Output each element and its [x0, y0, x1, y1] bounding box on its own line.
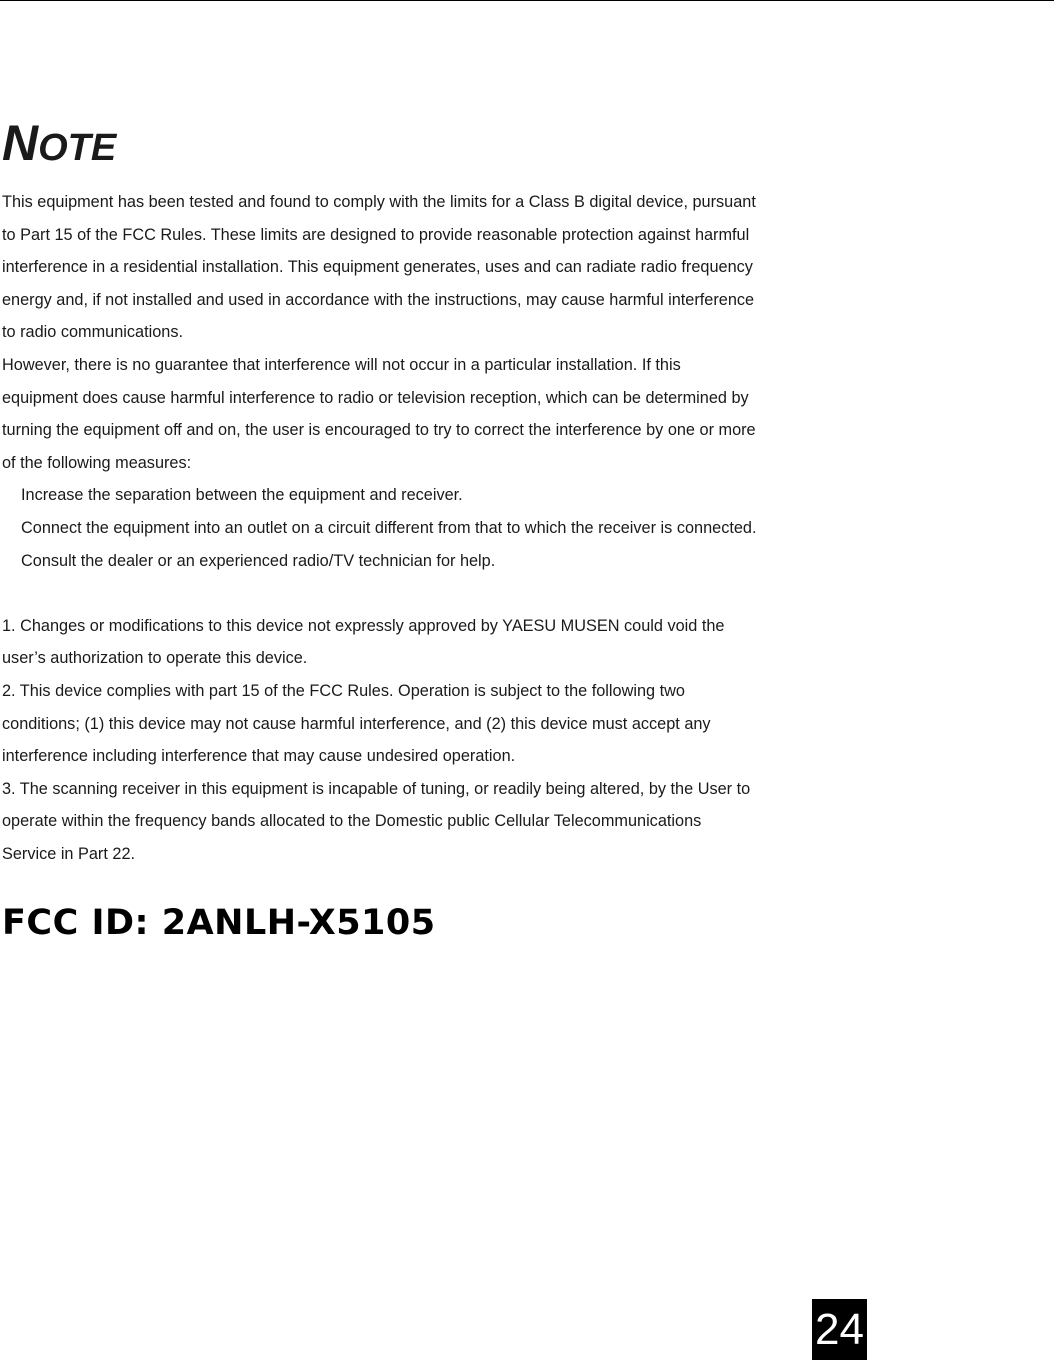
measure-item: Increase the separation between the equipment and receiver. — [21, 486, 463, 505]
measure-item: Consult the dealer or an experienced radio/TV technician for help. — [21, 551, 496, 570]
note-heading-initial: N — [2, 115, 39, 171]
intro-line: However, there is no guarantee that interference will not occur in a particular installation. If this — [2, 355, 681, 374]
numbered-line: user’s authorization to operate this device. — [2, 649, 308, 668]
numbered-line: 2. This device complies with part 15 of the FCC Rules. Operation is subject to the following two — [2, 681, 685, 700]
intro-line: to radio communications. — [2, 323, 183, 342]
fcc-id-label: FCC ID: 2ANLH-X5105 — [2, 903, 436, 944]
intro-line: energy and, if not installed and used in accordance with the instructions, may cause harmful interference — [2, 290, 755, 309]
note-heading-rest: OTE — [38, 127, 117, 169]
numbered-line: interference including interference that may cause undesired operation. — [2, 747, 516, 766]
numbered-line: Service in Part 22. — [2, 844, 136, 863]
intro-text — [2, 186, 882, 479]
top-rule — [0, 0, 1054, 1]
measure-item: Connect the equipment into an outlet on a circuit different from that to which the receiver is connected. — [21, 518, 757, 537]
numbered-line: conditions; (1) this device may not cause harmful interference, and (2) this device must accept any — [2, 714, 711, 733]
intro-line: This equipment has been tested and found to comply with the limits for a Class B digital device, pursuant — [2, 193, 756, 211]
intro-line: of the following measures: — [2, 453, 192, 472]
note-heading — [2, 115, 882, 171]
numbered-line: operate within the frequency bands allocated to the Domestic public Cellular Telecommunications — [2, 812, 702, 831]
measures-list — [2, 479, 882, 577]
intro-line: to Part 15 of the FCC Rules. These limits are designed to provide reasonable protection against harmful — [2, 225, 750, 244]
numbered-conditions — [2, 610, 882, 871]
note-section — [2, 115, 882, 944]
intro-line: turning the equipment off and on, the user is encouraged to try to correct the interference by one or more — [2, 421, 756, 440]
intro-line: interference in a residential installation. This equipment generates, uses and can radiate radio frequency — [2, 258, 753, 277]
intro-line: equipment does cause harmful interference to radio or television reception, which can be determined by — [2, 388, 749, 407]
spacer — [2, 577, 882, 610]
numbered-line: 1. Changes or modifications to this device not expressly approved by YAESU MUSEN could void the — [2, 616, 725, 635]
page-number: 24 — [812, 1299, 867, 1360]
numbered-line: 3. The scanning receiver in this equipment is incapable of tuning, or readily being altered, by the User to — [2, 779, 751, 798]
